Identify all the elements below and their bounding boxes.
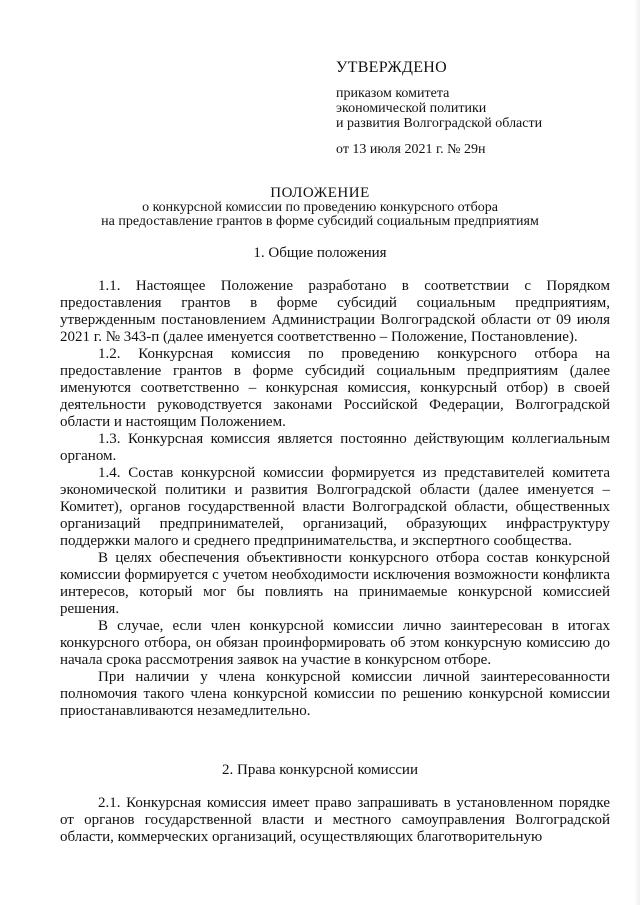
approval-line-3: и развития Волгоградской области	[336, 116, 543, 131]
document-title: ПОЛОЖЕНИЕ	[270, 185, 370, 201]
paragraph: В целях обеспечения объективности конкурсного отбора состав конкурсной комиссии формируется с учетом необходимости исключения возможности конфликта интересов, который мог бы повлиять на принимаемые конкурсной комиссией решения.	[60, 550, 610, 617]
section-2-body	[60, 795, 610, 846]
paragraph: В случае, если член конкурсной комиссии лично заинтересован в итогах конкурсного отбора, он обязан проинформировать об этом конкурсную комиссию до начала срока рассмотрения заявок на участие в конкурсном отборе.	[60, 618, 610, 668]
section-1-heading: 1. Общие положения	[253, 245, 387, 261]
document-subtitle-2: на предоставление грантов в форме субсидий социальным предприятиям	[101, 214, 539, 229]
paragraph: 1.4. Состав конкурсной комиссии формируется из представителей комитета экономической политики и развития Волгоградской области (далее именуется – Комитет), органов государственной власти Волгоградской области, общественных организаций предпринимателей, организаций, образующих инфраструктуру поддержки малого и среднего предпринимательства, и экспертного сообщества.	[60, 465, 610, 549]
approval-block	[336, 58, 596, 158]
paragraph: 1.2. Конкурсная комиссия по проведению конкурсного отбора на предоставление грантов в форме субсидий социальным предприятиям (далее именуются соответственно – конкурсная комиссия, конкурсный отбор) в своей деятельности руководствуется законами Российской Федерации, Волгоградской области и настоящим Положением.	[60, 346, 610, 430]
approval-line-2: экономической политики	[336, 101, 487, 116]
approval-line-1: приказом комитета	[336, 86, 450, 101]
paragraph: 2.1. Конкурсная комиссия имеет право запрашивать в установленном порядке от органов государственной власти и местного самоуправления Волгоградской области, коммерческих организаций, осуществляющих благотворительную	[60, 795, 610, 845]
approval-date: от 13 июля 2021 г. № 29н	[336, 142, 486, 157]
document-subtitle-1: о конкурсной комиссии по проведению конкурсного отбора	[142, 200, 498, 215]
paragraph: 1.1. Настоящее Положение разработано в соответствии с Порядком предоставления грантов в форме субсидий социальным предприятиям, утвержденным постановлением Администрации Волгоградской области от 09 июля 2021 г. № 343-п (далее именуется соответственно – Положение, Постановление).	[60, 278, 610, 345]
approval-title: УТВЕРЖДЕНО	[336, 59, 448, 76]
document-title-block	[40, 185, 600, 229]
approval-order-text	[336, 86, 596, 131]
paragraph: При наличии у члена конкурсной комиссии личной заинтересованности полномочия такого члена конкурсной комиссии по решению конкурсной комиссии приостанавливаются незамедлительно.	[60, 669, 610, 719]
scan-edge-shadow	[634, 0, 640, 905]
paragraph: 1.3. Конкурсная комиссия является постоянно действующим коллегиальным органом.	[60, 431, 610, 464]
section-2-heading: 2. Права конкурсной комиссии	[221, 762, 418, 778]
section-1-body	[60, 278, 610, 720]
